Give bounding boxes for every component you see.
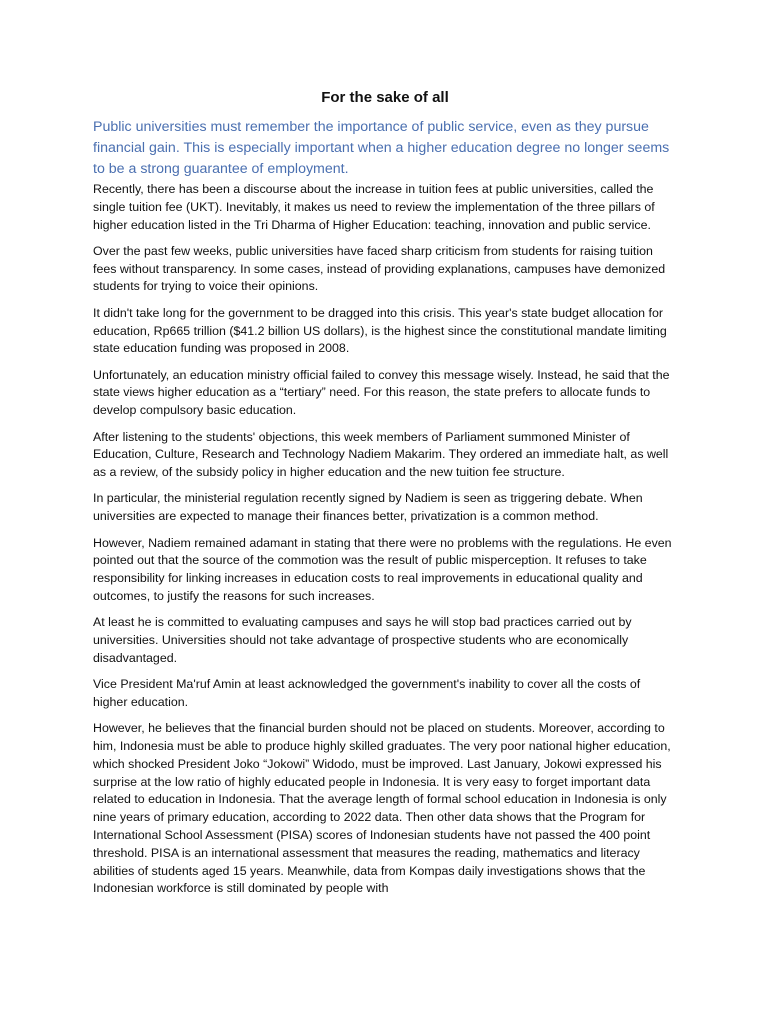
- paragraph: However, he believes that the financial burden should not be placed on students. Moreover, according to him, Indonesia must be able to produce highly skilled graduates. The very poor national higher education, which shocked President Joko “Jokowi” Widodo, must be improved. Last January, Jokowi expressed his surprise at the low ratio of highly educated people in Indonesia. It is very easy to forget important data related to education in Indonesia. That the average length of formal school education in Indonesia is only nine years of primary education, according to 2022 data. Then other data shows that the Program for International School Assessment (PISA) scores of Indonesian students have not passed the 400 point threshold. PISA is an international assessment that measures the reading, mathematics and literacy abilities of students aged 15 years. Meanwhile, data from Kompas daily investigations shows that the Indonesian workforce is still dominated by people with: [93, 721, 671, 896]
- paragraph: However, Nadiem remained adamant in stating that there were no problems with the regulations. He even pointed out that the source of the commotion was the result of public misperception. It refuses to take responsibility for linking increases in education costs to real improvements in educational quality and outcomes, to justify the reasons for such increases.: [93, 535, 672, 603]
- paragraph: In particular, the ministerial regulation recently signed by Nadiem is seen as triggering debate. When universities are expected to manage their finances better, privatization is a common method.: [93, 491, 643, 524]
- article-lead: Public universities must remember the importance of public service, even as they pursue financial gain. This is especially important when a higher education degree no longer seems to be a strong guarantee of employment.: [93, 119, 670, 177]
- paragraph: It didn't take long for the government to be dragged into this crisis. This year's state budget allocation for education, Rp665 trillion ($41.2 billion US dollars), is the highest since the constitutional mandate limiting state education funding was proposed in 2008.: [93, 305, 667, 356]
- paragraph: After listening to the students' objections, this week members of Parliament summoned Minister of Education, Culture, Research and Technology Nadiem Makarim. They ordered an immediate halt, as well as a review, of the subsidy policy in higher education and the new tuition fee structure.: [93, 429, 669, 480]
- article-title: For the sake of all: [321, 89, 449, 106]
- document-page: [93, 88, 677, 907]
- paragraph: Vice President Ma'ruf Amin at least acknowledged the government's inability to cover all the costs of higher education.: [93, 677, 641, 709]
- paragraph: Recently, there has been a discourse about the increase in tuition fees at public universities, called the single tuition fee (UKT). Inevitably, it makes us need to review the implementation of the three pillars of higher education listed in the Tri Dharma of Higher Education: teaching, innovation and public service.: [93, 182, 655, 232]
- paragraph: Over the past few weeks, public universities have faced sharp criticism from students for raising tuition fees without transparency. In some cases, instead of providing explanations, campuses have demonized students for trying to voice their opinions.: [93, 243, 666, 294]
- paragraph: Unfortunately, an education ministry official failed to convey this message wisely. Instead, he said that the state views higher education as a “tertiary” need. For this reason, the state prefers to allocate funds to develop compulsory basic education.: [93, 367, 670, 418]
- paragraph: At least he is committed to evaluating campuses and says he will stop bad practices carried out by universities. Universities should not take advantage of prospective students who are economically disadvantaged.: [93, 615, 632, 665]
